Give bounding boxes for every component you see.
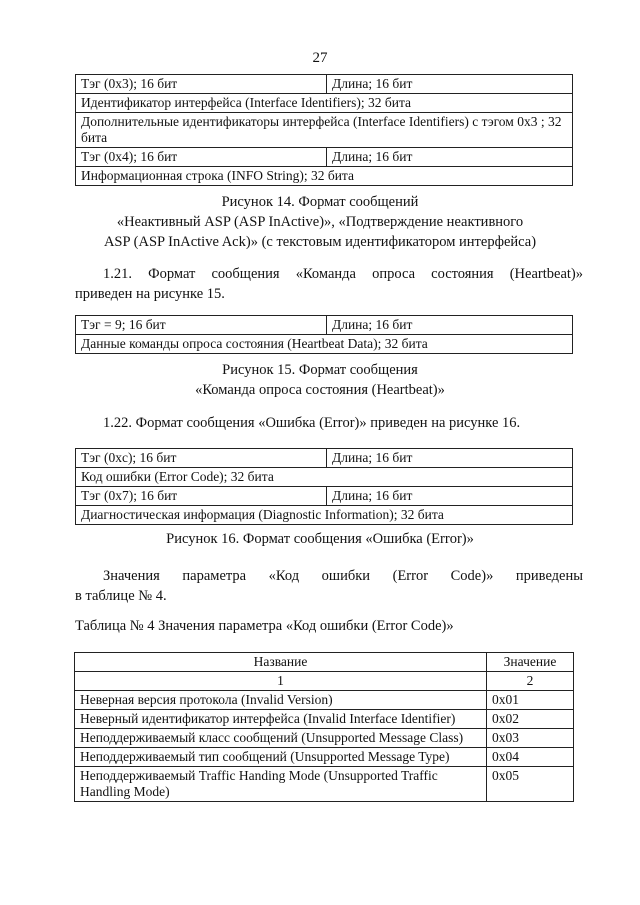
paragraph-line: 1.21. Формат сообщения «Команда опроса состояния (Heartbeat)» [103,266,583,282]
table-cell: Длина; 16 бит [327,316,573,335]
column-header-value: Значение [487,653,574,672]
table-row [76,148,573,167]
table-cell: Тэг (0x3); 16 бит [76,75,327,94]
table-cell: Тэг (0x7); 16 бит [76,487,327,506]
column-header-name: Название [75,653,487,672]
table-row [75,691,574,710]
figure16-format-table [75,448,573,525]
caption-line: «Неактивный ASP (ASP InActive)», «Подтверждение неактивного [116,214,524,230]
table-cell: Тэг (0x4); 16 бит [76,148,327,167]
table-row [75,729,574,748]
table4-caption: Таблица № 4 Значения параметра «Код ошибки (Error Code)» [75,618,454,634]
error-value-cell: 0x02 [487,710,574,729]
table-row [76,468,573,487]
caption-line: «Команда опроса состояния (Heartbeat)» [195,382,445,398]
table-row [76,449,573,468]
page-number: 27 [312,50,328,66]
error-name-cell: Неподдерживаемый Traffic Handing Mode (Unsupported Traffic Handling Mode) [75,767,487,802]
figure14-caption [0,192,640,252]
paragraph-1-21 [75,264,583,304]
error-name-cell: Неверная версия протокола (Invalid Version) [75,691,487,710]
caption-line: Рисунок 14. Формат сообщений [221,194,419,210]
paragraph-values [75,566,583,606]
table-row [76,335,573,354]
error-value-cell: 0x03 [487,729,574,748]
table-cell: Код ошибки (Error Code); 32 бита [76,468,573,487]
paragraph-line: Значения параметра «Код ошибки (Error Code)» приведены [103,568,583,584]
error-value-cell: 0x04 [487,748,574,767]
paragraph-line: приведен на рисунке 15. [75,286,225,302]
paragraph-line: в таблице № 4. [75,588,167,604]
table-row [75,767,574,802]
column-number: 1 [75,672,487,691]
column-number: 2 [487,672,574,691]
error-name-cell: Неподдерживаемый класс сообщений (Unsupported Message Class) [75,729,487,748]
paragraph-1-22: 1.22. Формат сообщения «Ошибка (Error)» приведен на рисунке 16. [103,415,521,431]
table-cell: Длина; 16 бит [327,449,573,468]
caption-line: ASP (ASP InActive Ack)» (с текстовым идентификатором интерфейса) [103,234,537,250]
table-row [75,710,574,729]
table-row [76,75,573,94]
caption-line: Рисунок 15. Формат сообщения [222,362,418,378]
table-row [75,748,574,767]
table-cell: Длина; 16 бит [327,487,573,506]
table-cell: Тэг (0xc); 16 бит [76,449,327,468]
error-value-cell: 0x05 [487,767,574,802]
table-row [76,167,573,186]
table4-error-codes [74,652,574,802]
table-cell: Дополнительные идентификаторы интерфейса (Interface Identifiers) с тэгом 0x3 ; 32 бита [76,113,573,148]
figure15-caption [0,360,640,400]
error-name-cell: Неподдерживаемый тип сообщений (Unsupported Message Type) [75,748,487,767]
table-row [76,113,573,148]
error-value-cell: 0x01 [487,691,574,710]
table-row [76,94,573,113]
table-cell: Длина; 16 бит [327,75,573,94]
error-name-cell: Неверный идентификатор интерфейса (Invalid Interface Identifier) [75,710,487,729]
table-cell: Данные команды опроса состояния (Heartbeat Data); 32 бита [76,335,573,354]
table-cell: Тэг = 9; 16 бит [76,316,327,335]
table-numbering-row [75,672,574,691]
table-header-row [75,653,574,672]
table-cell: Диагностическая информация (Diagnostic Information); 32 бита [76,506,573,525]
figure14-format-table [75,74,573,186]
figure16-caption: Рисунок 16. Формат сообщения «Ошибка (Error)» [166,531,474,547]
figure15-format-table [75,315,573,354]
table-cell: Информационная строка (INFO String); 32 бита [76,167,573,186]
table-cell: Идентификатор интерфейса (Interface Identifiers); 32 бита [76,94,573,113]
table-cell: Длина; 16 бит [327,148,573,167]
table-row [76,487,573,506]
table-row [76,316,573,335]
table-row [76,506,573,525]
